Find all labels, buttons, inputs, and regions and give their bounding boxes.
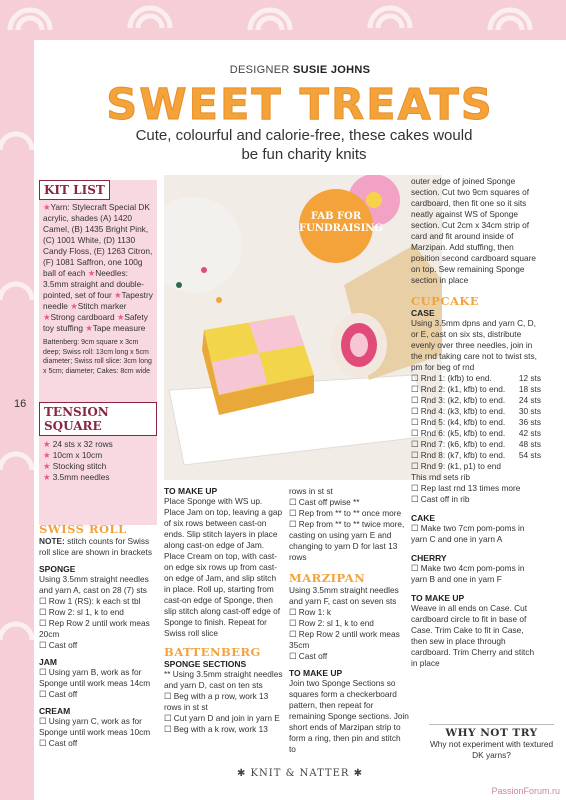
cream-row: ☐ Cast off [39, 738, 78, 748]
tension-square-box [39, 402, 157, 482]
star-icon: ★ [87, 268, 96, 278]
round-row: ☐ Rnd 3: (k2, kfb) to end. 24 sts [411, 395, 541, 405]
round-row: ☐ Rnd 7: (k6, kfb) to end. 48 sts [411, 439, 541, 449]
swiss-roll-section [39, 522, 157, 749]
rounds-list [411, 373, 541, 472]
star-icon: ✱ [236, 768, 247, 779]
star-icon: ✱ [353, 768, 364, 779]
checkbox-icon: ☐ [411, 428, 421, 438]
rib-row: ☐ Rep last rnd 13 times more [411, 483, 521, 493]
make-up-battenberg-section [164, 486, 284, 735]
star-icon: ★ [43, 202, 51, 212]
round-row: ☐ Rnd 5: (k4, kfb) to end. 36 sts [411, 417, 541, 427]
case-heading: CASE [411, 308, 435, 318]
marzipan-row: ☐ Cast off [289, 651, 328, 661]
checkbox-icon: ☐ [411, 395, 421, 405]
kit-list-items: ★Yarn: Stylecraft Special DK acrylic, shades (A) 1420 Camel, (B) 1435 Bright Pink, (C) 1001 White, (D) 1130 Candy Floss, (E) 1263 Citron, (F) 1081 Saffron, one 100g ball of each ★Needles: 3.5mm straight and double-pointed, set of four ★Tapestry needle ★Stitch marker ★Strong cardboard ★Safety toy stuffing ★Tape measure Battenberg: 9cm square x 3cm deep; Swiss roll: 13cm long x 5cm diameter; Swiss roll slice: 3cm long x 5cm; diameter; Cakes: 8cm wide [43, 202, 153, 375]
cherry-row: ☐ Make two 4cm pom-poms in yarn B and one in yarn F [411, 563, 525, 584]
magazine-footer: ✱ KNIT & NATTER ✱ [236, 768, 364, 779]
tension-heading: TENSION SQUARE [39, 402, 157, 436]
kit-sizes: Battenberg: 9cm square x 3cm deep; Swiss roll: 13cm long x 5cm diameter; Swiss roll slice: 3cm long x 5cm; diameter; Cakes: 8cm wide [43, 339, 152, 375]
round-row: ☐ Rnd 8: (k7, kfb) to end. 54 sts [411, 450, 541, 460]
rib-text: This rnd sets rib [411, 472, 471, 482]
fundraising-badge: FAB FOR FUNDRAISING [299, 189, 373, 263]
battenberg-heading: BATTENBERG [164, 645, 261, 659]
page-title: SWEET TREATS [106, 80, 494, 130]
sponge-text: Using 3.5mm straight needles and yarn A, cast on 28 (7) sts [39, 574, 149, 595]
sponge-heading: SPONGE [39, 564, 76, 574]
to-make-up-3-text: Weave in all ends on Case. Cut cardboard circle to fit in base of Case. Trim Cake to fit in Case, then sew in place through cardboard. Trim Cherry and stitch in place [411, 603, 535, 668]
battenberg-text: ** Using 3.5mm straight needles and yarn D, cast on ten sts [164, 669, 283, 690]
cupcake-section [411, 176, 541, 669]
magazine-page [14, 40, 566, 800]
marzipan-row: ☐ Row 1: k [289, 607, 332, 617]
checkbox-icon: ☐ [411, 406, 421, 416]
designer-name: SUSIE JOHNS [292, 64, 371, 76]
battenberg-row: ☐ Cut yarn D and join in yarn E [164, 713, 280, 723]
designer-credit: DESIGNER SUSIE JOHNS [229, 64, 371, 76]
marzipan-row: ☐ Row 2: sl 1, k to end [289, 618, 374, 628]
to-make-up-text: Place Sponge with WS up. Place Jam on top, leaving a gap of six rows between cast-on ends. Slip stitch layers in place along cast-on edge of Jam. Place Cream on top, with cast-on edge six rows up from cast-on edge of Jam, and slip stitch in place. Roll up, starting from cast-on edge of Sponge, then slip stitch along cast-off edge of Sponge to finish. Repeat for Swiss roll slice [164, 496, 283, 638]
swiss-roll-heading: SWISS ROLL [39, 522, 127, 536]
checkbox-icon: ☐ [411, 439, 421, 449]
why-not-heading: WHY NOT TRY [429, 724, 554, 739]
marzipan-heading: MARZIPAN [289, 571, 366, 585]
round-row: ☐ Rnd 9: (k1, p1) to end [411, 461, 502, 471]
to-make-up-2-heading: TO MAKE UP [289, 668, 343, 678]
sponge-row: ☐ Cast off [39, 640, 78, 650]
star-icon: ★ [43, 439, 51, 449]
jam-row: ☐ Using yarn B, work as for Sponge until work meas 14cm [39, 667, 151, 688]
jam-heading: JAM [39, 657, 57, 667]
star-icon: ★ [114, 290, 122, 300]
star-icon: ★ [43, 461, 51, 471]
checkbox-icon: ☐ [411, 417, 421, 427]
round-row: ☐ Rnd 4: (k3, kfb) to end. 30 sts [411, 406, 541, 416]
sponge-sections-heading: SPONGE SECTIONS [164, 659, 247, 669]
kit-list-heading: KIT LIST [39, 180, 110, 200]
battenberg-row: ☐ Cast off pwise ** [289, 497, 360, 507]
cherry-heading: CHERRY [411, 553, 447, 563]
round-row: ☐ Rnd 6: (k5, kfb) to end. 42 sts [411, 428, 541, 438]
rib-row: ☐ Cast off in rib [411, 494, 470, 504]
sponge-row: ☐ Row 1 (RS): k each st tbl [39, 596, 141, 606]
star-icon: ★ [116, 312, 125, 322]
battenberg-row: ☐ Rep from ** to ** twice more, casting on using yarn E and changing to yarn D for last 13 rows [289, 519, 405, 562]
marzipan-row: ☐ Rep Row 2 until work meas 35cm [289, 629, 400, 650]
watermark: PassionForum.ru [491, 786, 560, 796]
round-row: ☐ Rnd 2: (k1, kfb) to end. 18 sts [411, 384, 541, 394]
swiss-roll-note: NOTE: stitch counts for Swiss roll slice are shown in brackets [39, 536, 152, 557]
star-icon: ★ [43, 312, 51, 322]
to-make-up-2-text: Join two Sponge Sections so squares form a checkerboard pattern, then repeat for remaining Sponge sections. Join short ends of Marzipan strip to form a ring, then pin and stitch to [289, 678, 409, 754]
battenberg-row: ☐ Beg with a k row, work 13 [164, 724, 268, 734]
battenberg-row: ☐ Beg with a p row, work 13 rows in st st [164, 691, 269, 712]
star-icon: ★ [70, 301, 78, 311]
marzipan-text: Using 3.5mm straight needles and yarn F, cast on seven sts [289, 585, 399, 606]
tension-items: ★ 24 sts x 32 rows ★ 10cm x 10cm ★ Stocking stitch ★ 3.5mm needles [43, 439, 113, 482]
round-row: ☐ Rnd 1: (kfb) to end. 12 sts [411, 373, 541, 383]
checkbox-icon: ☐ [411, 373, 421, 383]
make-up-continued: outer edge of joined Sponge section. Cut two 9cm squares of cardboard, then fit one so it sits neatly against WS of Sponge section. Cut 2cm x 34cm strip of card and fit around inside of Marzipan. Add stuffing, then position second cardboard square on top. Sew remaining Sponge section in place [411, 176, 536, 285]
cake-row: ☐ Make two 7cm pom-poms in yarn C and one in yarn A [411, 523, 525, 544]
jam-row: ☐ Cast off [39, 689, 78, 699]
star-icon: ★ [43, 472, 51, 482]
checkbox-icon: ☐ [411, 384, 421, 394]
sponge-row: ☐ Row 2: sl 1, k to end [39, 607, 124, 617]
page-number: 16 [14, 398, 27, 410]
cake-heading: CAKE [411, 513, 436, 523]
case-text: Using 3.5mm dpns and yarn C, D, or E, cast on six sts, distribute evenly over three needles, join in the rnd taking care not to twist sts, pm for beg of rnd [411, 318, 537, 372]
battenberg-cont: rows in st st [289, 486, 333, 496]
why-not-try-box [429, 724, 554, 761]
battenberg-marzipan-section [289, 486, 409, 755]
to-make-up-heading: TO MAKE UP [164, 486, 218, 496]
cream-heading: CREAM [39, 706, 71, 716]
to-make-up-3-heading: TO MAKE UP [411, 593, 465, 603]
cupcake-heading: CUPCAKE [411, 294, 480, 308]
star-icon: ★ [43, 450, 51, 460]
checkbox-icon: ☐ [411, 450, 421, 460]
cakes-photo [164, 175, 442, 480]
sponge-row: ☐ Rep Row 2 until work meas 20cm [39, 618, 150, 639]
page-subtitle: Cute, colourful and calorie-free, these cakes would be fun charity knits [135, 127, 473, 163]
star-icon: ★ [85, 323, 93, 333]
why-not-text: Why not experiment with textured DK yarns? [429, 739, 554, 760]
battenberg-row: ☐ Rep from ** to ** once more [289, 508, 402, 518]
cream-row: ☐ Using yarn C, work as for Sponge until work meas 10cm [39, 716, 151, 737]
checkbox-icon: ☐ [411, 461, 421, 471]
